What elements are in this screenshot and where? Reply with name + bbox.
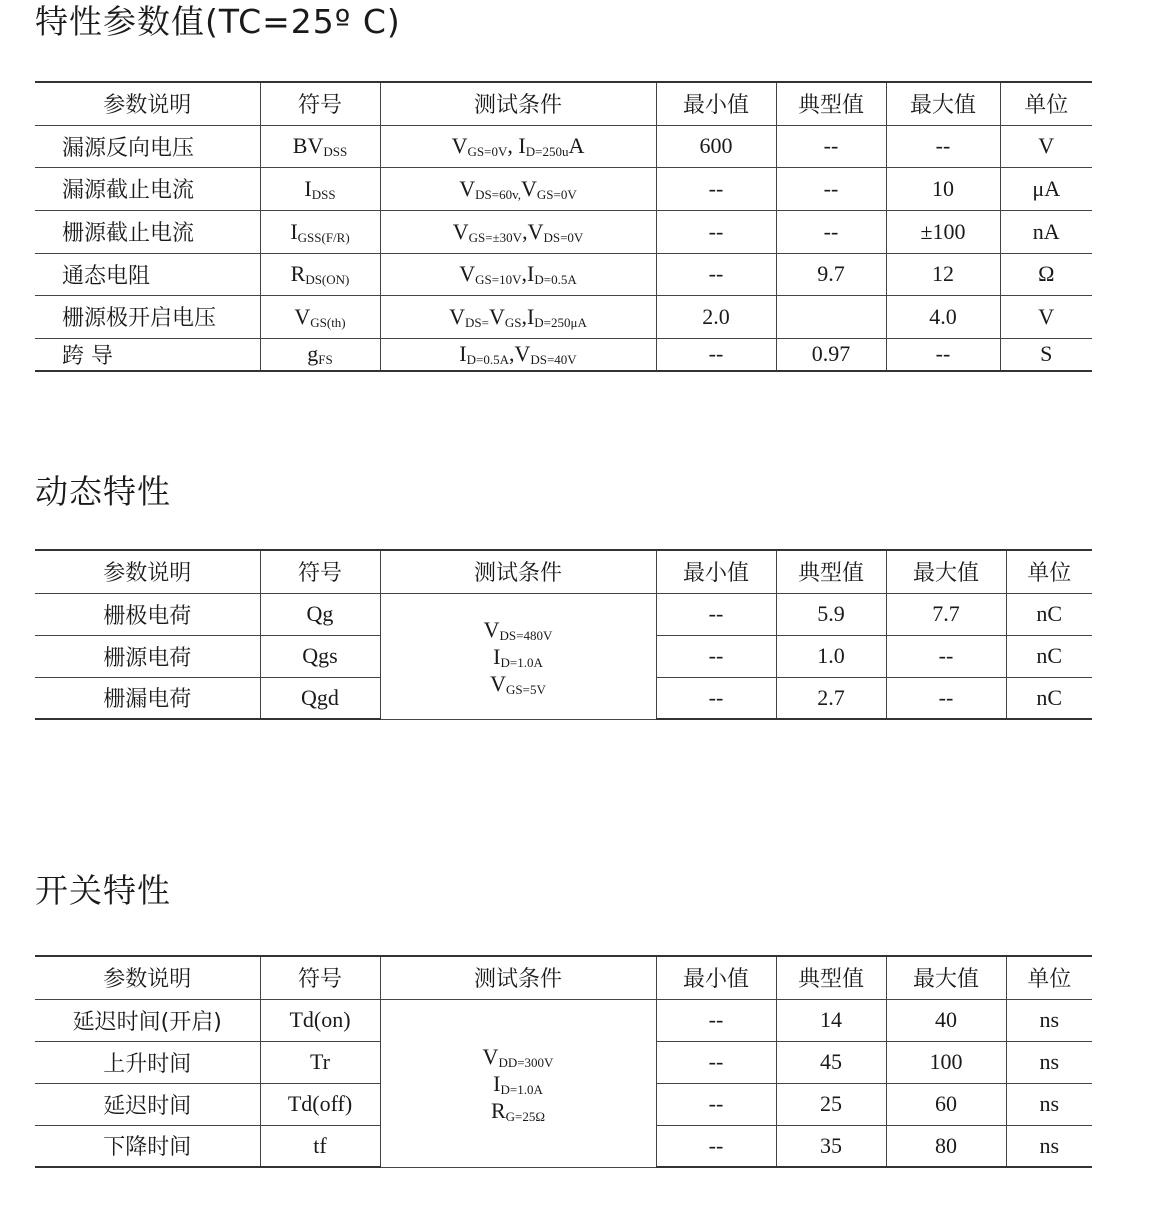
header-symbol: 符号 (260, 82, 380, 125)
min-value: -- (656, 210, 776, 253)
symbol-base: I (304, 175, 312, 201)
symbol-subscript: GS (504, 314, 522, 330)
min-value: -- (656, 1041, 776, 1083)
param-symbol (260, 295, 380, 338)
max-value: 80 (886, 1125, 1006, 1167)
table-row (35, 253, 1092, 295)
condition-separator: , (521, 303, 527, 329)
min-value: 600 (656, 125, 776, 167)
table-header-row (35, 550, 1092, 593)
param-symbol: Qgd (260, 677, 380, 719)
header-unit: 单位 (1000, 82, 1092, 125)
param-name: 通态电阻 (35, 253, 260, 295)
max-value: -- (886, 677, 1006, 719)
symbol-base: V (483, 616, 500, 642)
symbol-subscript: DSS (323, 144, 348, 159)
static-section-title: 特性参数值(TC=25º C) (35, 2, 401, 41)
param-name: 下降时间 (35, 1125, 260, 1167)
typ-value: 9.7 (776, 253, 886, 295)
test-condition (380, 210, 656, 253)
symbol-base: I (493, 1070, 501, 1096)
symbol-subscript: FS (318, 352, 333, 367)
max-value: 40 (886, 999, 1006, 1041)
condition-line (381, 1070, 656, 1097)
symbol-subscript: GS=10V (475, 272, 522, 287)
typ-value (776, 295, 886, 338)
max-value: ±100 (886, 210, 1000, 253)
typ-value: 5.9 (776, 593, 886, 635)
typ-value: -- (776, 167, 886, 210)
max-value: 7.7 (886, 593, 1006, 635)
table-row (35, 167, 1092, 210)
unit-value: S (1000, 338, 1092, 371)
unit-value: nC (1006, 677, 1092, 719)
test-condition (380, 167, 656, 210)
table-row (35, 338, 1092, 371)
symbol-base: I (527, 261, 535, 286)
min-value: -- (656, 1125, 776, 1167)
table-header-row (35, 82, 1092, 125)
unit-value: ns (1006, 1041, 1092, 1083)
symbol-base: V (449, 303, 465, 329)
dynamic-characteristics-table (35, 549, 1092, 720)
unit-value: ns (1006, 1125, 1092, 1167)
symbol-subscript: DS=40V (530, 352, 577, 367)
unit-value: nC (1006, 635, 1092, 677)
typ-value: 14 (776, 999, 886, 1041)
table-row (35, 593, 1092, 635)
symbol-base: V (527, 218, 544, 244)
header-condition: 测试条件 (380, 956, 656, 999)
symbol-base: V (488, 303, 505, 329)
param-name: 栅极电荷 (35, 593, 260, 635)
typ-value: 35 (776, 1125, 886, 1167)
symbol-base: BV (292, 133, 324, 158)
symbol-subscript: DS=0V (543, 229, 584, 245)
header-typ: 典型值 (776, 82, 886, 125)
unit-value: ns (1006, 1083, 1092, 1125)
symbol-subscript: D=250u (525, 144, 569, 159)
header-typ: 典型值 (776, 956, 886, 999)
symbol-subscript: GS=0V (536, 186, 577, 202)
min-value: -- (656, 635, 776, 677)
max-value: -- (886, 635, 1006, 677)
max-value: 60 (886, 1083, 1006, 1125)
symbol-subscript: D=1.0A (500, 654, 543, 670)
typ-value: -- (776, 125, 886, 167)
min-value: -- (656, 1083, 776, 1125)
header-typ: 典型值 (776, 550, 886, 593)
typ-value: -- (776, 210, 886, 253)
static-characteristics-table (35, 81, 1092, 372)
header-param: 参数说明 (35, 550, 260, 593)
unit-value: V (1000, 295, 1092, 338)
typ-value: 2.7 (776, 677, 886, 719)
param-symbol (260, 210, 380, 253)
header-max: 最大值 (886, 550, 1006, 593)
symbol-subscript: GS=0V (467, 144, 508, 159)
min-value: -- (656, 338, 776, 371)
header-min: 最小值 (656, 82, 776, 125)
max-value: 100 (886, 1041, 1006, 1083)
test-condition (380, 338, 656, 371)
symbol-subscript: D=0.5A (466, 352, 509, 367)
param-name: 延迟时间 (35, 1083, 260, 1125)
symbol-subscript: DD=300V (498, 1054, 554, 1070)
test-condition (380, 125, 656, 167)
min-value: -- (656, 167, 776, 210)
symbol-base: I (518, 133, 526, 158)
param-symbol (260, 253, 380, 295)
condition-line (381, 616, 656, 643)
symbol-base: R (290, 261, 306, 286)
unit-value: μA (1000, 167, 1092, 210)
header-max: 最大值 (886, 956, 1006, 999)
param-name: 栅漏电荷 (35, 677, 260, 719)
unit-value: V (1000, 125, 1092, 167)
condition-line (381, 670, 656, 697)
param-name: 漏源截止电流 (35, 167, 260, 210)
symbol-subscript: DS=60v, (475, 186, 521, 202)
header-param: 参数说明 (35, 956, 260, 999)
symbol-base: V (514, 341, 531, 366)
header-min: 最小值 (656, 956, 776, 999)
table-row (35, 999, 1092, 1041)
param-name: 栅源极开启电压 (35, 295, 260, 338)
condition-unit: A (568, 133, 585, 158)
symbol-base: V (459, 175, 476, 201)
unit-value: nA (1000, 210, 1092, 253)
switching-section-title: 开关特性 (35, 871, 171, 910)
symbol-base: I (459, 341, 467, 366)
symbol-base: V (452, 218, 469, 244)
condition-separator: , (522, 218, 528, 244)
table-row (35, 295, 1092, 338)
switching-characteristics-table (35, 955, 1092, 1168)
min-value: 2.0 (656, 295, 776, 338)
symbol-subscript: GS=5V (506, 681, 546, 697)
condition-line (381, 1043, 656, 1070)
test-condition (380, 999, 656, 1167)
test-condition (380, 593, 656, 719)
param-symbol: tf (260, 1125, 380, 1167)
typ-value: 1.0 (776, 635, 886, 677)
max-value: 10 (886, 167, 1000, 210)
symbol-subscript: D=0.5A (534, 272, 577, 287)
max-value: -- (886, 338, 1000, 371)
symbol-subscript: DS=480V (499, 627, 553, 643)
symbol-subscript: G=25Ω (505, 1108, 546, 1124)
param-symbol (260, 338, 380, 371)
dynamic-section-title: 动态特性 (35, 472, 171, 511)
unit-value: Ω (1000, 253, 1092, 295)
typ-value: 45 (776, 1041, 886, 1083)
condition-separator: , (508, 341, 515, 366)
symbol-base: V (459, 261, 476, 286)
symbol-subscript: GS=±30V (468, 229, 523, 245)
max-value: 12 (886, 253, 1000, 295)
symbol-base: V (521, 175, 537, 201)
header-max: 最大值 (886, 82, 1000, 125)
table-row (35, 125, 1092, 167)
typ-value: 0.97 (776, 338, 886, 371)
unit-value: ns (1006, 999, 1092, 1041)
max-value: -- (886, 125, 1000, 167)
table-row (35, 210, 1092, 253)
header-param: 参数说明 (35, 82, 260, 125)
symbol-base: V (482, 1043, 499, 1069)
symbol-base: R (490, 1097, 506, 1123)
param-symbol (260, 125, 380, 167)
symbol-base: V (294, 303, 311, 329)
typ-value: 25 (776, 1083, 886, 1125)
symbol-base: V (451, 133, 468, 158)
param-symbol: Tr (260, 1041, 380, 1083)
param-name: 上升时间 (35, 1041, 260, 1083)
param-symbol: Td(off) (260, 1083, 380, 1125)
param-name: 栅源截止电流 (35, 210, 260, 253)
symbol-subscript: GS(th) (310, 314, 346, 330)
param-symbol (260, 167, 380, 210)
param-name: 跨 导 (35, 338, 260, 371)
param-symbol: Td(on) (260, 999, 380, 1041)
symbol-base: V (490, 670, 507, 696)
param-symbol: Qgs (260, 635, 380, 677)
condition-line (381, 1097, 656, 1124)
param-name: 漏源反向电压 (35, 125, 260, 167)
test-condition (380, 295, 656, 338)
table-header-row (35, 956, 1092, 999)
symbol-subscript: D=1.0A (500, 1081, 543, 1097)
condition-separator: , (521, 261, 528, 286)
min-value: -- (656, 999, 776, 1041)
symbol-subscript: DSS (311, 186, 336, 202)
max-value: 4.0 (886, 295, 1000, 338)
min-value: -- (656, 253, 776, 295)
test-condition (380, 253, 656, 295)
condition-separator: , (507, 133, 519, 158)
header-condition: 测试条件 (380, 82, 656, 125)
min-value: -- (656, 677, 776, 719)
symbol-subscript: D=250μA (534, 314, 587, 330)
symbol-base: I (290, 218, 298, 244)
header-unit: 单位 (1006, 550, 1092, 593)
symbol-base: I (526, 303, 535, 329)
param-name: 延迟时间(开启) (35, 999, 260, 1041)
header-min: 最小值 (656, 550, 776, 593)
header-symbol: 符号 (260, 550, 380, 593)
symbol-subscript: DS(ON) (305, 272, 350, 287)
unit-value: nC (1006, 593, 1092, 635)
symbol-base: g (307, 341, 319, 366)
symbol-base: I (493, 643, 501, 669)
param-symbol: Qg (260, 593, 380, 635)
header-condition: 测试条件 (380, 550, 656, 593)
header-unit: 单位 (1006, 956, 1092, 999)
param-name: 栅源电荷 (35, 635, 260, 677)
symbol-subscript: GSS(F/R) (297, 229, 350, 245)
min-value: -- (656, 593, 776, 635)
header-symbol: 符号 (260, 956, 380, 999)
condition-line (381, 643, 656, 670)
symbol-subscript: DS= (465, 314, 489, 330)
